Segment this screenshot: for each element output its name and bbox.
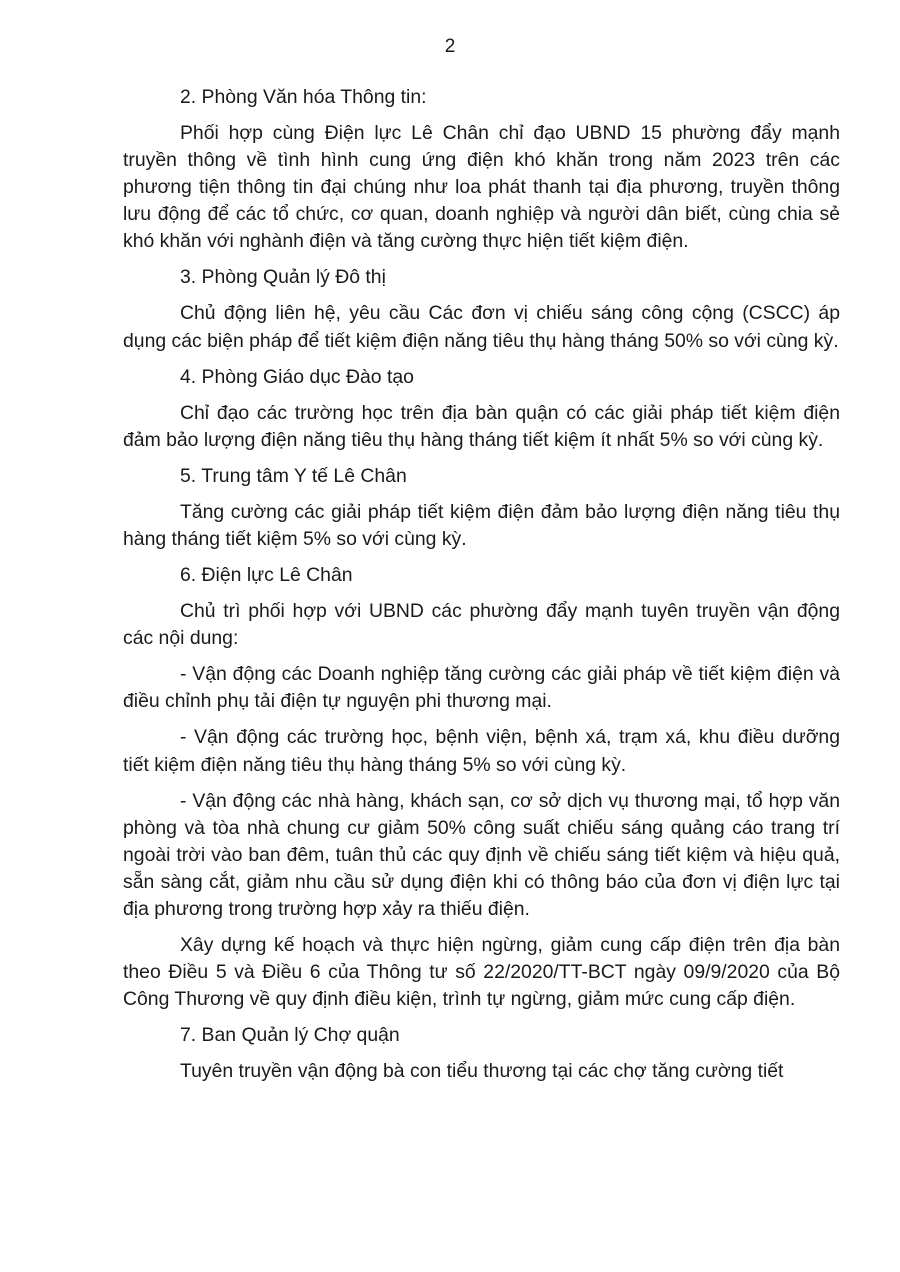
- section-heading-6: 6. Điện lực Lê Chân: [180, 564, 353, 587]
- page-number: 2: [444, 36, 456, 57]
- paragraph-power-company: Chủ trì phối hợp với UBND các phường đẩy mạnh tuyên truyền vận động các nội dung:: [123, 600, 840, 650]
- paragraph-culture-info: Phối hợp cùng Điện lực Lê Chân chỉ đạo UBND 15 phường đẩy mạnh truyền thông về tình hình cung ứng điện khó khăn trong năm 2023 trên các phương tiện thông tin đại chúng như loa phát thanh tại địa phương, truyền thông lưu động để các tổ chức, cơ quan, doanh nghiệp và người dân biết, cùng chia sẻ khó khăn với nghành điện và tăng cường thực hiện tiết kiệm điện.: [123, 122, 840, 253]
- section-heading-4: 4. Phòng Giáo dục Đào tạo: [180, 365, 414, 388]
- section-heading-7: 7. Ban Quản lý Chợ quận: [180, 1024, 400, 1047]
- paragraph-education: Chỉ đạo các trường học trên địa bàn quận có các giải pháp tiết kiệm điện đảm bảo lượng điện năng tiêu thụ hàng tháng tiết kiệm ít nhất 5% so với cùng kỳ.: [123, 401, 840, 451]
- section-heading-5: 5. Trung tâm Y tế Lê Chân: [180, 464, 407, 487]
- bullet-enterprises: - Vận động các Doanh nghiệp tăng cường các giải pháp về tiết kiệm điện và điều chỉnh phụ tải điện tự nguyện phi thương mại.: [123, 663, 840, 713]
- section-heading-3: 3. Phòng Quản lý Đô thị: [180, 266, 386, 289]
- bullet-schools-hospitals: - Vận động các trường học, bệnh viện, bệnh xá, trạm xá, khu điều dưỡng tiết kiệm điện năng tiêu thụ hàng tháng 5% so với cùng kỳ.: [123, 726, 840, 776]
- paragraph-power-reduction-plan: Xây dựng kế hoạch và thực hiện ngừng, giảm cung cấp điện trên địa bàn theo Điều 5 và Điều 6 của Thông tư số 22/2020/TT-BCT ngày 09/9/2020 của Bộ Công Thương về quy định điều kiện, trình tự ngừng, giảm mức cung cấp điện.: [123, 934, 840, 1011]
- paragraph-health-center: Tăng cường các giải pháp tiết kiệm điện đảm bảo lượng điện năng tiêu thụ hàng tháng tiết kiệm 5% so với cùng kỳ.: [123, 500, 840, 550]
- paragraph-market-board: Tuyên truyền vận động bà con tiểu thương tại các chợ tăng cường tiết: [180, 1060, 784, 1083]
- document-body: [123, 84, 840, 1085]
- paragraph-urban-management: Chủ động liên hệ, yêu cầu Các đơn vị chiếu sáng công cộng (CSCC) áp dụng các biện pháp để tiết kiệm điện năng tiêu thụ hàng tháng 50% so với cùng kỳ.: [123, 302, 840, 352]
- section-heading-2: 2. Phòng Văn hóa Thông tin:: [180, 86, 427, 108]
- bullet-hotels-commercial: - Vận động các nhà hàng, khách sạn, cơ sở dịch vụ thương mại, tổ hợp văn phòng và tòa nhà chung cư giảm 50% công suất chiếu sáng quảng cáo trang trí ngoài trời vào ban đêm, tuân thủ các quy định về chiếu sáng tiết kiệm và hiệu quả, sẵn sàng cắt, giảm nhu cầu sử dụng điện khi có thông báo của đơn vị điện lực tại địa phương trong trường hợp xảy ra thiếu điện.: [123, 789, 840, 920]
